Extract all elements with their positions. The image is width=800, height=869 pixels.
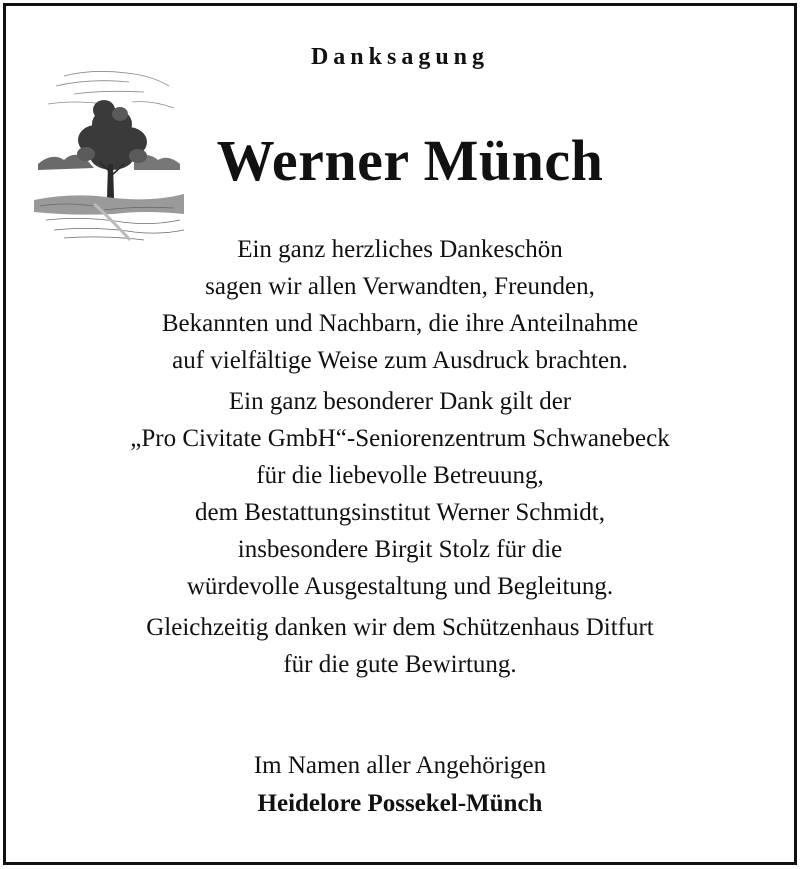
notice-heading: Danksagung — [310, 44, 490, 70]
body-line: Gleichzeitig danken wir dem Schützenhaus Ditfurt — [146, 614, 654, 641]
body-line: Bekannten und Nachbarn, die ihre Anteilnahme — [161, 310, 639, 337]
body-line: insbesondere Birgit Stolz für die — [237, 536, 563, 563]
closing-line: Im Namen aller Angehörigen — [253, 752, 547, 779]
signature-block — [26, 747, 774, 823]
body-line: Ein ganz herzliches Dankeschön — [237, 236, 563, 263]
body-line: würdevolle Ausgestaltung und Begleitung. — [186, 573, 614, 600]
body-line: auf vielfältige Weise zum Ausdruck brachten. — [172, 347, 628, 374]
body-line: für die liebevolle Betreuung, — [256, 462, 544, 489]
notice-body — [26, 231, 774, 683]
body-line: „Pro Civitate GmbH“-Seniorenzentrum Schwanebeck — [130, 425, 670, 452]
body-line: sagen wir allen Verwandten, Freunden, — [205, 273, 595, 300]
body-line: für die gute Bewirtung. — [283, 651, 517, 678]
signer-name: Heidelore Possekel-Münch — [257, 790, 543, 817]
notice-frame — [3, 3, 797, 865]
body-line: Ein ganz besonderer Dank gilt der — [228, 388, 572, 415]
deceased-name: Werner Münch — [216, 128, 604, 193]
tree-landscape-icon — [34, 64, 184, 242]
body-line: dem Bestattungsinstitut Werner Schmidt, — [195, 499, 605, 526]
